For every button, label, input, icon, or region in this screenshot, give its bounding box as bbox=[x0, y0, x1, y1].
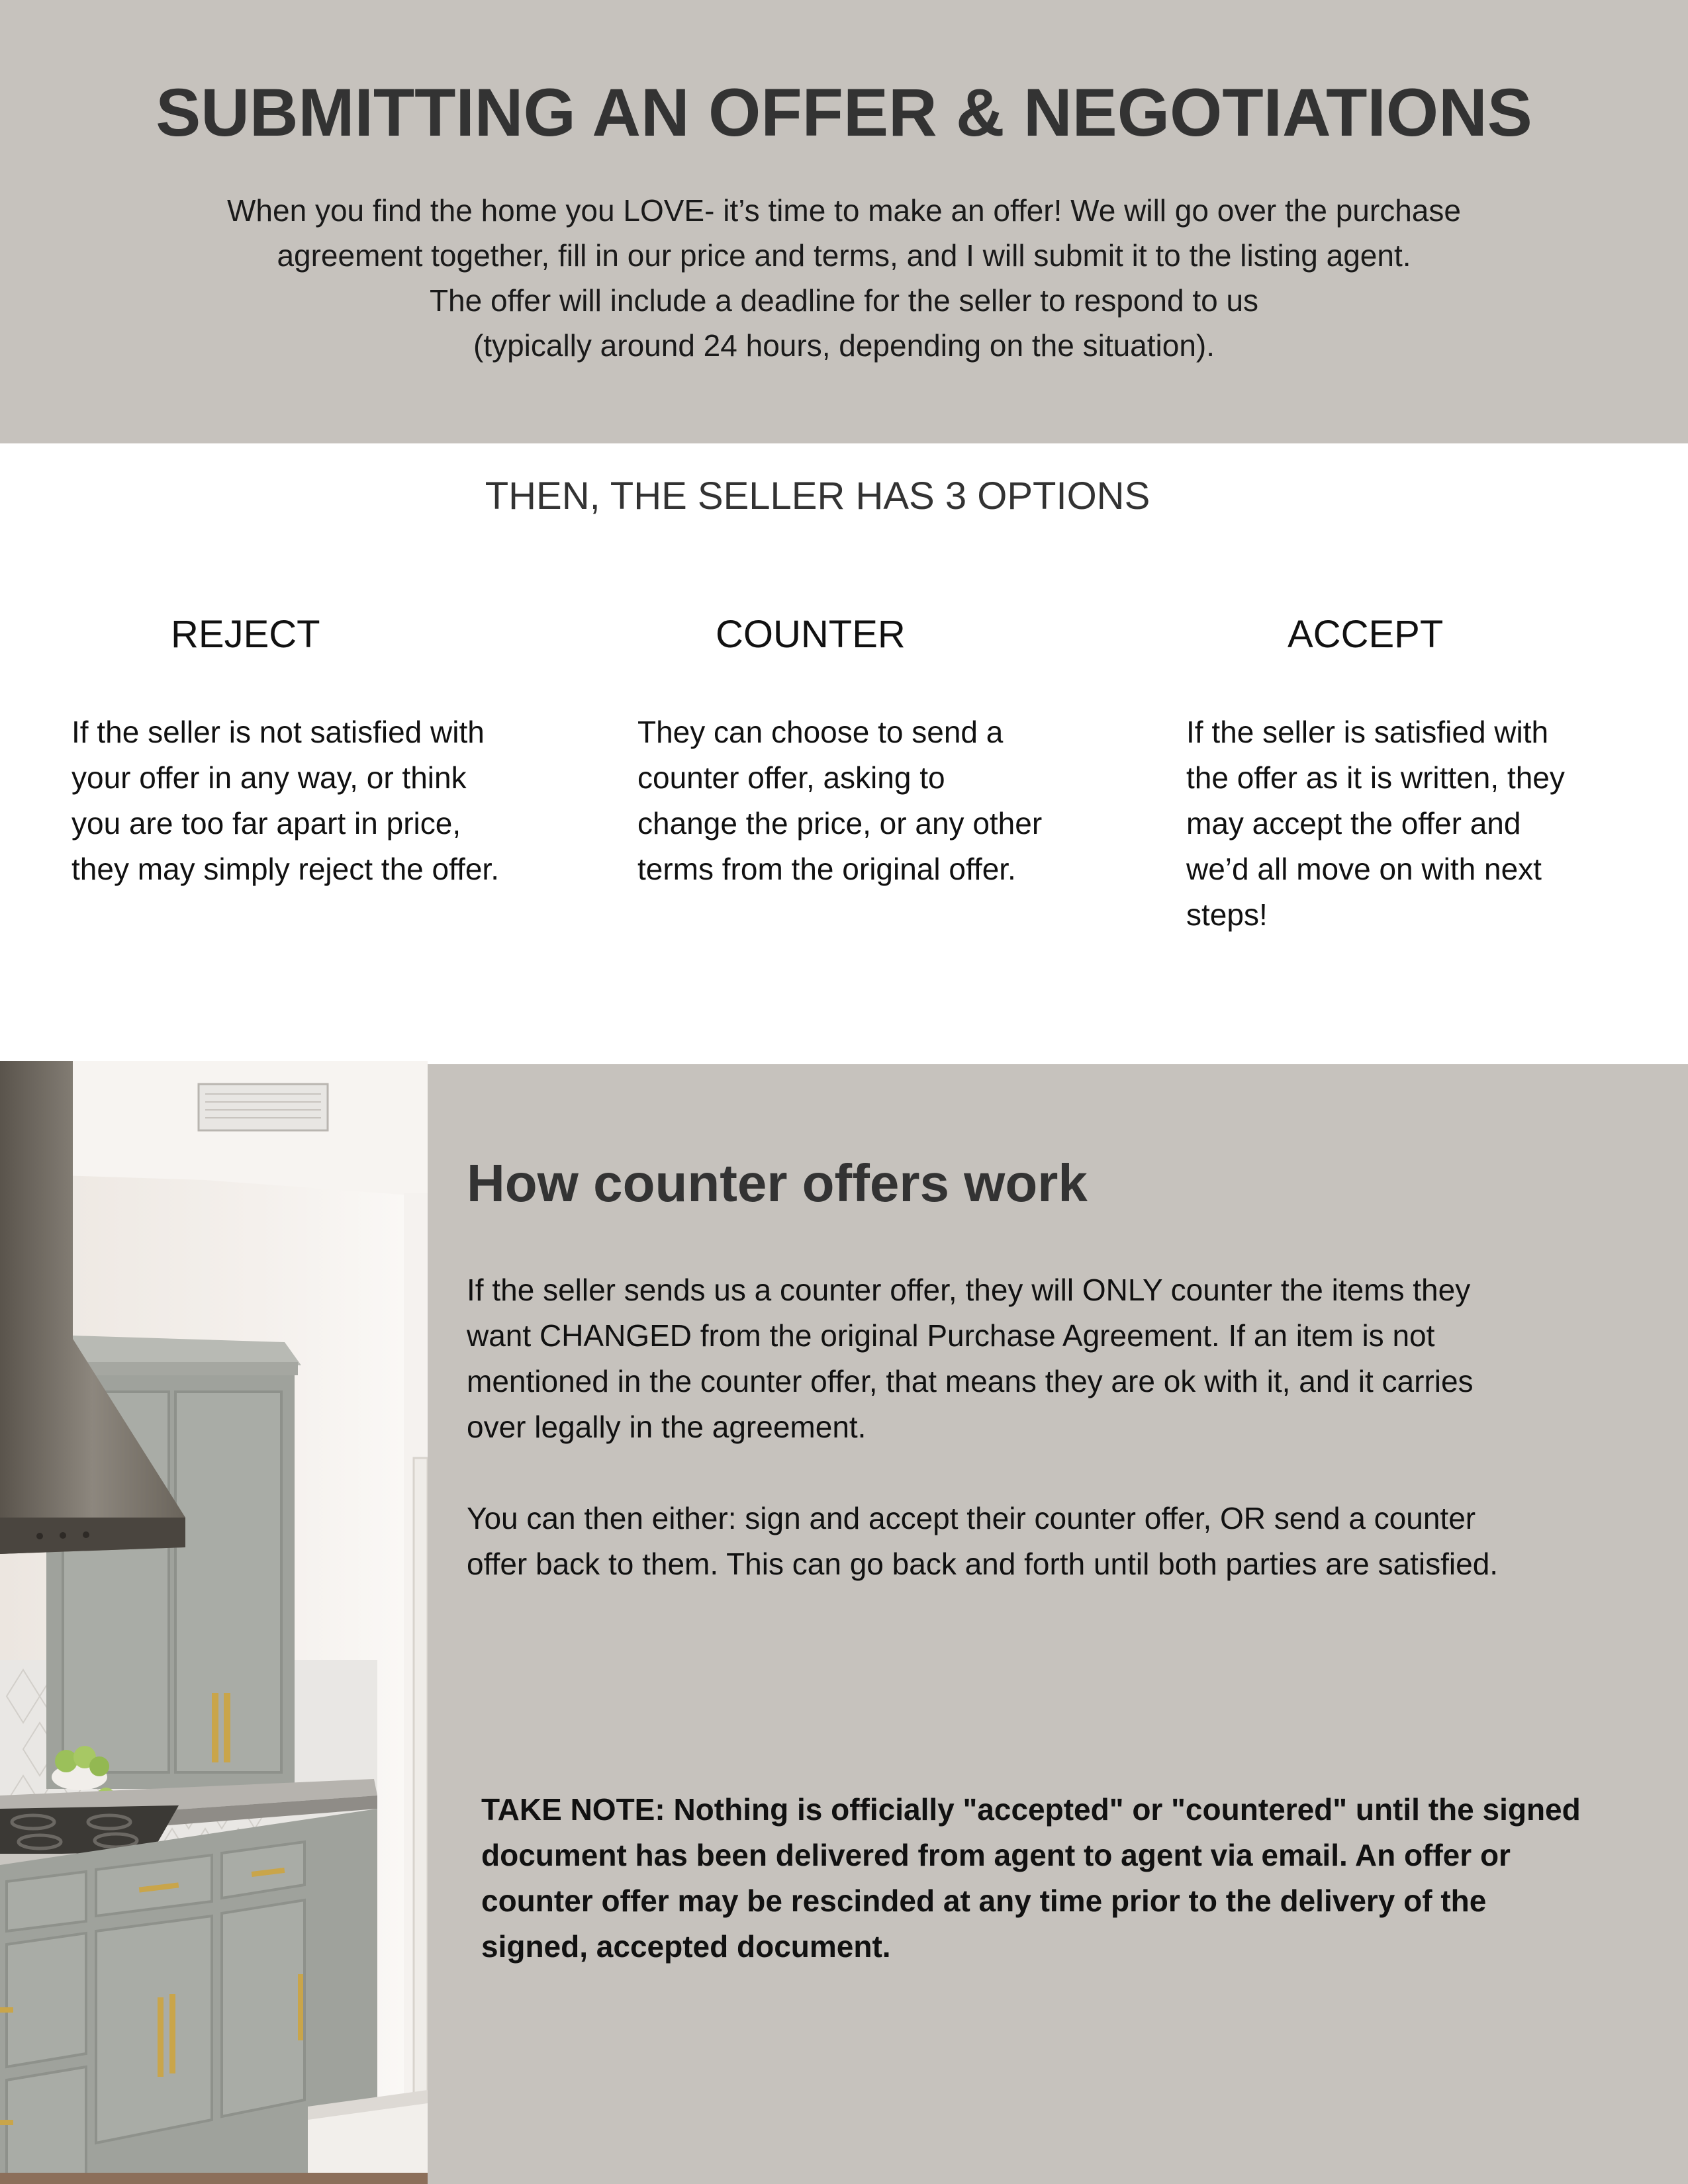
option-line: If the seller is satisfied with bbox=[1186, 715, 1549, 749]
intro-line: When you find the home you LOVE- it’s time to make an offer! We will go over the purchase bbox=[227, 193, 1461, 228]
note-line: counter offer may be rescinded at any time prior to the delivery of the bbox=[481, 1884, 1487, 1918]
options-heading: THEN, THE SELLER HAS 3 OPTIONS bbox=[485, 475, 1150, 518]
paragraph-spacer bbox=[467, 1450, 1658, 1496]
option-line: counter offer, asking to bbox=[637, 760, 945, 795]
option-title-accept: ACCEPT bbox=[1288, 613, 1444, 656]
take-note-callout bbox=[481, 1787, 1660, 1970]
option-line: change the price, or any other bbox=[637, 806, 1043, 841]
option-line: steps! bbox=[1186, 897, 1268, 932]
option-line: we’d all move on with next bbox=[1186, 852, 1542, 886]
paragraph-line: offer back to them. This can go back and forth until both parties are satisfied. bbox=[467, 1547, 1499, 1581]
paragraph-line: You can then either: sign and accept their counter offer, OR send a counter bbox=[467, 1501, 1476, 1535]
note-line: TAKE NOTE: Nothing is officially "accepted" or "countered" until the signed bbox=[481, 1792, 1581, 1827]
option-line: they may simply reject the offer. bbox=[71, 852, 499, 886]
intro-paragraph bbox=[132, 188, 1556, 368]
paragraph-line: want CHANGED from the original Purchase Agreement. If an item is not bbox=[467, 1318, 1435, 1353]
option-line: terms from the original offer. bbox=[637, 852, 1016, 886]
option-line: They can choose to send a bbox=[637, 715, 1004, 749]
paragraph-line: If the seller sends us a counter offer, they will ONLY counter the items they bbox=[467, 1273, 1471, 1307]
option-text-counter bbox=[637, 709, 1042, 892]
note-line: document has been delivered from agent to agent via email. An offer or bbox=[481, 1838, 1511, 1872]
option-line: If the seller is not satisfied with bbox=[71, 715, 485, 749]
option-line: may accept the offer and bbox=[1186, 806, 1521, 841]
intro-line: (typically around 24 hours, depending on the situation). bbox=[473, 328, 1215, 363]
counter-section-band bbox=[427, 1064, 1688, 2184]
note-line: signed, accepted document. bbox=[481, 1929, 891, 1964]
option-title-reject: REJECT bbox=[171, 613, 320, 656]
option-line: your offer in any way, or think bbox=[71, 760, 467, 795]
kitchen-illustration bbox=[0, 1061, 428, 2184]
option-text-accept bbox=[1186, 709, 1565, 938]
page-title: SUBMITTING AN OFFER & NEGOTIATIONS bbox=[156, 75, 1532, 150]
paragraph-line: mentioned in the counter offer, that means they are ok with it, and it carries bbox=[467, 1364, 1474, 1398]
option-line: the offer as it is written, they bbox=[1186, 760, 1565, 795]
option-line: you are too far apart in price, bbox=[71, 806, 461, 841]
intro-line: agreement together, fill in our price and terms, and I will submit it to the listing agent. bbox=[277, 238, 1411, 273]
paragraph-line: over legally in the agreement. bbox=[467, 1410, 867, 1444]
counter-section-title: How counter offers work bbox=[467, 1154, 1088, 1212]
option-text-reject bbox=[71, 709, 499, 892]
kitchen-photo bbox=[0, 1061, 428, 2184]
intro-line: The offer will include a deadline for the seller to respond to us bbox=[429, 283, 1259, 318]
counter-section-paragraph-1 bbox=[467, 1267, 1658, 1587]
option-title-counter: COUNTER bbox=[716, 613, 906, 656]
